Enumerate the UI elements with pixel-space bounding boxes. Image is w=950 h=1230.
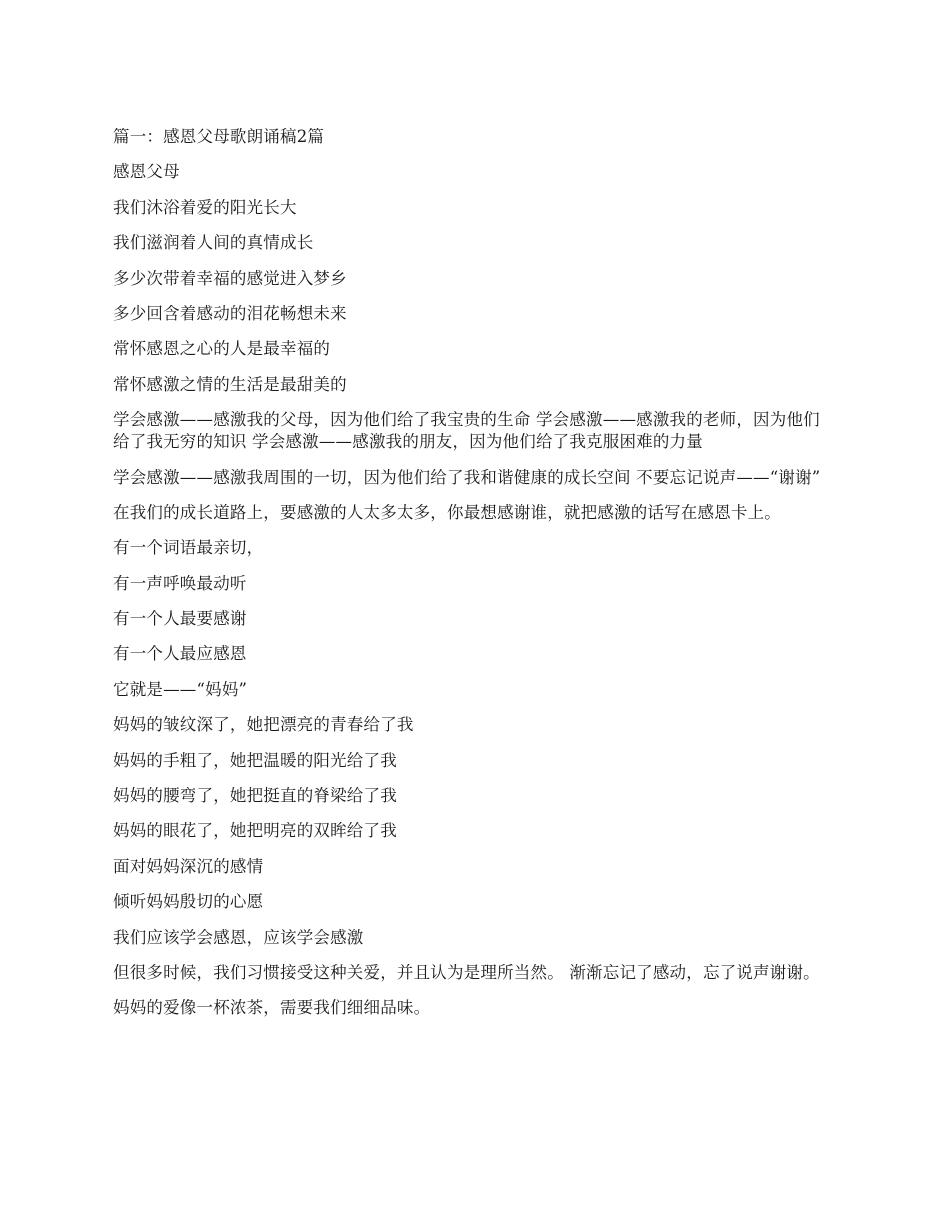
- paragraph: 妈妈的眼花了，她把明亮的双眸给了我: [113, 821, 397, 841]
- paragraph: 在我们的成长道路上，要感激的人太多太多，你最想感谢谁，就把感激的话写在感恩卡上。: [113, 502, 781, 522]
- paragraph: 多少次带着幸福的感觉进入梦乡: [113, 268, 347, 288]
- paragraph: 感恩父母: [113, 162, 180, 182]
- paragraph: 妈妈的皱纹深了，她把漂亮的青春给了我: [113, 715, 414, 735]
- paragraph: 我们应该学会感恩，应该学会感激: [113, 927, 364, 947]
- paragraph: 常怀感恩之心的人是最幸福的: [113, 339, 331, 359]
- document-title: 篇一：感恩父母歌朗诵稿2篇: [113, 127, 325, 146]
- paragraph: 倾听妈妈殷切的心愿: [113, 892, 264, 912]
- paragraph: 它就是——“妈妈”: [113, 679, 248, 699]
- paragraph: 我们滋润着人间的真情成长: [113, 233, 314, 253]
- paragraph: 常怀感激之情的生活是最甜美的: [113, 374, 347, 394]
- paragraph: 有一个人最要感谢: [113, 609, 247, 629]
- paragraph: 有一个词语最亲切，: [113, 538, 264, 558]
- paragraph: 有一个人最应感恩: [113, 644, 247, 664]
- paragraph: 妈妈的爱像一杯浓茶，需要我们细细品味。: [113, 998, 431, 1018]
- paragraph: 有一声呼唤最动听: [113, 573, 247, 593]
- paragraph: 面对妈妈深沉的感情: [113, 856, 264, 876]
- paragraph: 我们沐浴着爱的阳光长大: [113, 197, 297, 217]
- paragraph: 但很多时候，我们习惯接受这种关爱，并且认为是理所当然。 渐渐忘记了感动，忘了说声谢谢。: [113, 962, 820, 982]
- paragraph: 妈妈的腰弯了，她把挺直的脊梁给了我: [113, 786, 397, 806]
- paragraph: 妈妈的手粗了，她把温暖的阳光给了我: [113, 750, 397, 770]
- document-body: [113, 126, 828, 1033]
- paragraph: 学会感激——感激我的父母，因为他们给了我宝贵的生命 学会感激——感激我的老师，因为他们给了我无穷的知识 学会感激——感激我的朋友，因为他们给了我克服困难的力量: [113, 410, 820, 452]
- paragraph: 多少回含着感动的泪花畅想未来: [113, 303, 347, 323]
- paragraph: 学会感激——感激我周围的一切，因为他们给了我和谐健康的成长空间 不要忘记说声——“谢谢”: [113, 467, 821, 487]
